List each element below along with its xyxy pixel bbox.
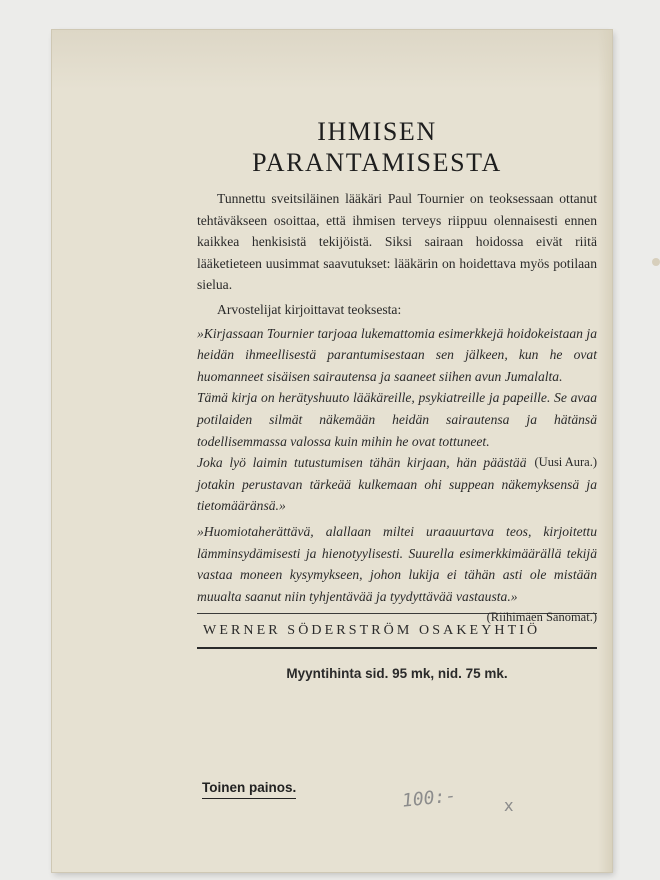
review-2 <box>197 521 597 625</box>
book-title <box>177 116 577 178</box>
title-line-2: PARANTAMISESTA <box>252 148 502 177</box>
edition-label: Toinen painos. <box>202 780 296 799</box>
reviews-lead: Arvostelijat kirjoittavat teoksesta: <box>217 301 402 317</box>
publisher-rule <box>197 647 597 649</box>
publisher-name: WERNER SÖDERSTRÖM OSAKEYHTIÖ <box>203 623 541 639</box>
title-line-1: IHMISEN <box>317 117 437 146</box>
review-1 <box>197 323 597 517</box>
review-2-paragraph <box>197 521 597 625</box>
cover-text-block <box>197 116 597 684</box>
book-back-cover <box>52 30 612 872</box>
pencil-price-note: 100:- <box>401 785 458 812</box>
price-line: Myyntihinta sid. 95 mk, nid. 75 mk. <box>286 665 508 681</box>
review-1-paragraph-2: Tämä kirja on herätyshuuto lääkäreille, psykiatreille ja papeille. Se avaa potilaiden silmät näkemään heidän sairautensa ja hätänsä todellisemmassa valossa kuin mihin he ovat tottuneet. <box>197 390 597 449</box>
pencil-mark: x <box>504 796 514 815</box>
review-2-source: (Riihimäen Sanomat.) <box>486 610 597 625</box>
intro-paragraph: Tunnettu sveitsiläinen lääkäri Paul Tournier on teoksessaan ottanut tehtäväkseen osoittaa, että ihmisen terveys riippuu olennaisesti ennen kaikkea henkisistä tekijöistä. Siksi sairaan hoidossa eivät riitä lääketieteen uusimmat saavutukset: lääkärin on hoidettava myös potilaan sielua. <box>197 191 597 293</box>
review-2-text: »Huomiotaherättävä, alallaan miltei uraauurtava teos, kirjoitettu lämminsydämisesti ja hienotyylisesti. Suurella esimerkkimäärällä tekijä vastaa moneen kysymykseen, johon lukija ei tähän asti ole mistään muualta saanut niin tyhjentävää ja tyydyttävää vastausta.» <box>197 523 597 604</box>
review-1-source: (Uusi Aura.) <box>534 455 597 470</box>
review-1-paragraph-3 <box>197 452 597 517</box>
stain-spot <box>652 258 660 266</box>
review-1-paragraph-1: »Kirjassaan Tournier tarjoaa lukemattomia esimerkkejä hoidokeistaan ja heidän ihmeellisestä parantumisestaan sen jälkeen, kun he ovat huomanneet sisäisen sairautensa ja saaneet siihen avun Jumalalta. <box>197 325 597 384</box>
review-1-paragraph-3-text: Joka lyö laimin tutustumisen tähän kirjaan, hän päästää jotakin perustavan tärkeää kulkemaan ohi suppean näkemyksensä ja tietomääränsä.» <box>197 455 597 514</box>
